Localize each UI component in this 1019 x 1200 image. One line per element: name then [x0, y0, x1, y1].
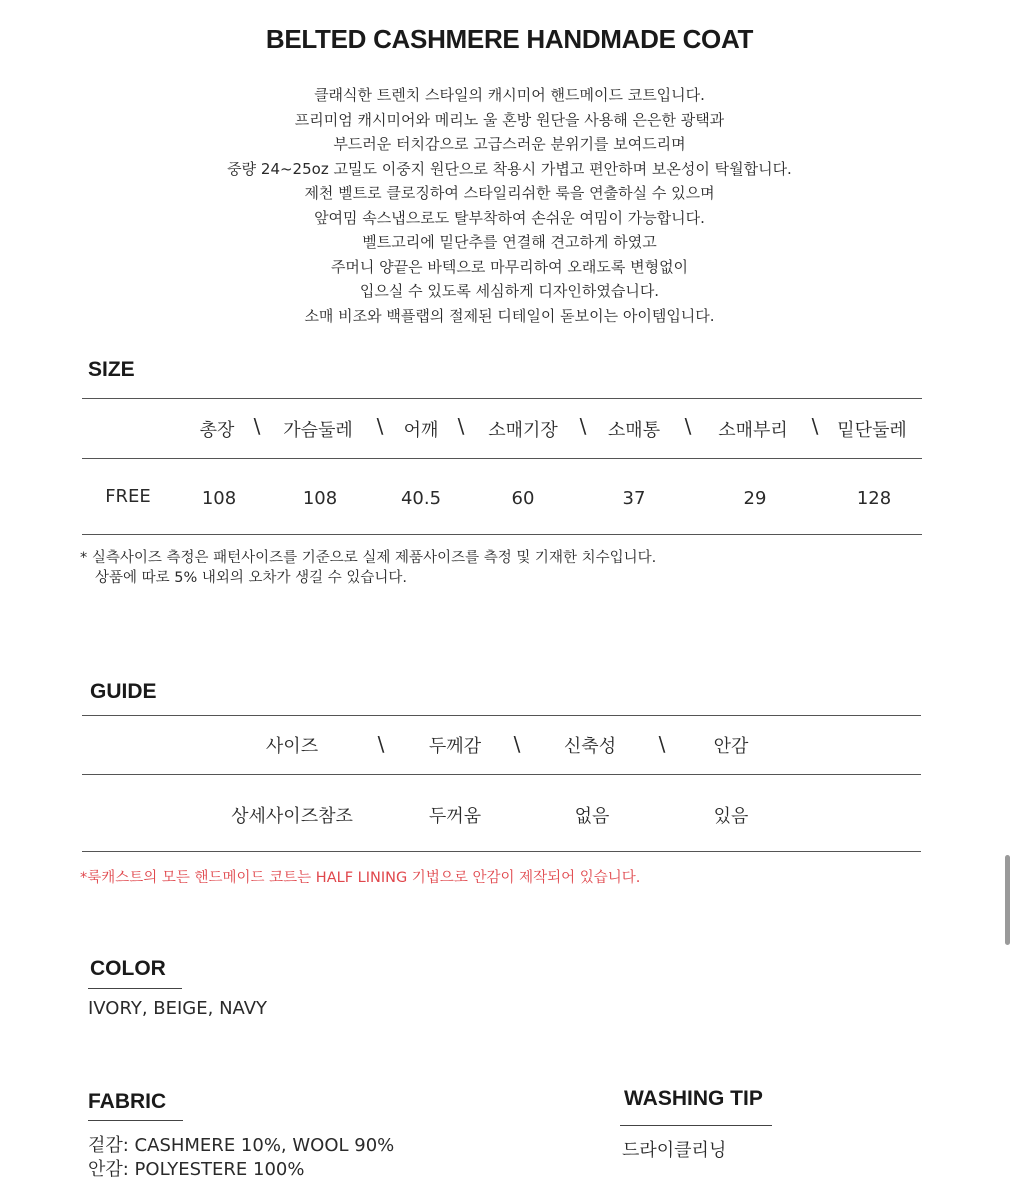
column-separator: \ [811, 414, 819, 438]
washing-heading-underline [620, 1125, 772, 1126]
description-line: 프리미엄 캐시미어와 메리노 울 혼방 원단을 사용해 은은한 광택과 [294, 110, 725, 129]
column-separator: \ [253, 414, 261, 438]
size-col-header: 어깨 [403, 420, 439, 441]
size-note: 상품에 따로 5% 내외의 오차가 생길 수 있습니다. [95, 570, 408, 586]
size-heading: SIZE [88, 358, 135, 381]
description-line: 클래식한 트렌치 스타일의 캐시미어 핸드메이드 코트입니다. [314, 86, 705, 104]
size-value: 108 [302, 488, 338, 509]
size-value: 60 [511, 488, 535, 509]
size-col-header: 밑단둘레 [837, 420, 907, 441]
guide-value: 두꺼움 [428, 806, 482, 827]
fabric-heading: FABRIC [88, 1090, 167, 1113]
description-line: 중량 24~25oz 고밀도 이중지 원단으로 착용시 가볍고 편안하며 보온성이 탁월합니다. [227, 159, 792, 178]
guide-col-header: 사이즈 [265, 736, 319, 757]
description-line: 앞여밈 속스냅으로도 탈부착하여 손쉬운 여밈이 가능합니다. [314, 208, 705, 227]
guide-value: 상세사이즈참조 [231, 806, 353, 827]
size-value: 40.5 [400, 488, 442, 509]
description-line: 제천 벨트로 클로징하여 스타일리쉬한 룩을 연출하실 수 있으며 [304, 184, 715, 202]
size-table-mid-rule [82, 458, 922, 459]
description-line: 소매 비조와 백플랩의 절제된 디테일이 돋보이는 아이템입니다. [304, 306, 715, 325]
color-heading: COLOR [90, 957, 166, 980]
color-value: IVORY, BEIGE, NAVY [88, 998, 267, 1019]
fabric-line: 안감: POLYESTERE 100% [88, 1159, 305, 1180]
guide-table-mid-rule [82, 774, 921, 775]
size-col-header: 소매통 [607, 420, 661, 441]
washing-value: 드라이클리닝 [622, 1140, 727, 1161]
guide-col-header: 신축성 [563, 736, 617, 757]
description-line: 주머니 양끝은 바텍으로 마무리하여 오래도록 변형없이 [330, 257, 689, 276]
size-value: 108 [201, 488, 237, 509]
size-value: 37 [622, 488, 646, 509]
size-col-header: 소매부리 [718, 420, 788, 441]
column-separator: \ [513, 732, 521, 756]
size-value: 29 [743, 488, 767, 509]
fabric-heading-underline [88, 1120, 183, 1121]
guide-note: *룩캐스트의 모든 핸드메이드 코트는 HALF LINING 기법으로 안감이 제작되어 있습니다. [80, 870, 641, 886]
size-row-label: FREE [105, 486, 151, 507]
guide-table-bottom-rule [82, 851, 921, 852]
size-value: 128 [856, 488, 892, 509]
column-separator: \ [579, 414, 587, 438]
guide-value: 없음 [574, 806, 610, 827]
guide-col-header: 두께감 [428, 736, 482, 757]
description-line: 부드러운 터치감으로 고급스러운 분위기를 보여드리며 [333, 135, 686, 153]
description-line: 벨트고리에 밑단추를 연결해 견고하게 하였고 [362, 233, 657, 251]
guide-table-top-rule [82, 715, 921, 716]
fabric-line: 겉감: CASHMERE 10%, WOOL 90% [88, 1135, 395, 1156]
size-col-header: 소매기장 [488, 420, 558, 441]
size-table-top-rule [82, 398, 922, 399]
column-separator: \ [684, 414, 692, 438]
scrollbar-thumb[interactable] [1005, 855, 1010, 945]
column-separator: \ [658, 732, 666, 756]
size-table-bottom-rule [82, 534, 922, 535]
color-heading-underline [88, 988, 182, 989]
size-note: * 실측사이즈 측정은 패턴사이즈를 기준으로 실제 제품사이즈를 측정 및 기재한 치수입니다. [80, 550, 657, 566]
description-line: 입으실 수 있도록 세심하게 디자인하였습니다. [359, 282, 660, 300]
guide-heading: GUIDE [90, 680, 157, 703]
product-description [0, 83, 1019, 328]
column-separator: \ [457, 414, 465, 438]
size-col-header: 가슴둘레 [283, 420, 353, 441]
column-separator: \ [376, 414, 384, 438]
guide-value: 있음 [713, 806, 749, 827]
column-separator: \ [377, 732, 385, 756]
guide-col-header: 안감 [713, 736, 749, 757]
size-col-header: 총장 [199, 420, 235, 441]
washing-heading: WASHING TIP [624, 1087, 763, 1110]
product-title: BELTED CASHMERE HANDMADE COAT [265, 24, 754, 54]
